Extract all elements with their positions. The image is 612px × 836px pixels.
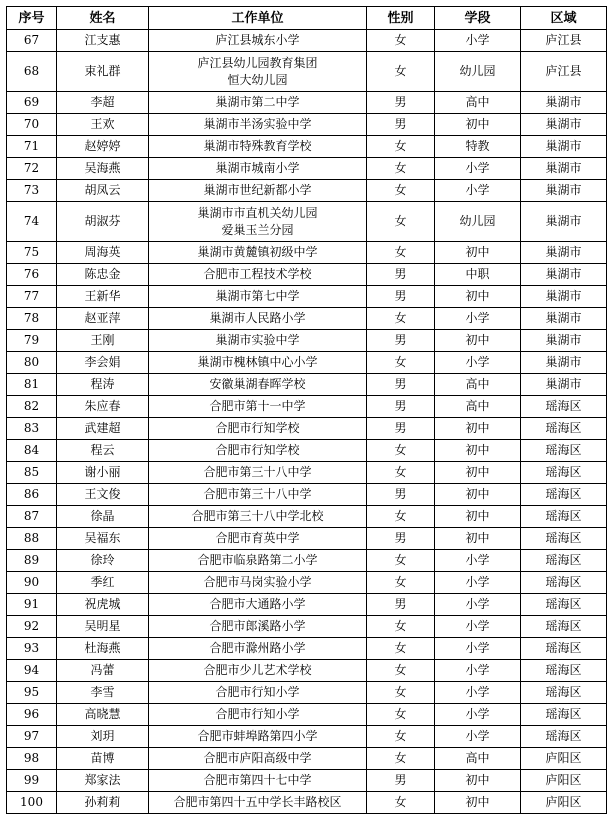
cell-name: 祝虎城 — [57, 594, 149, 616]
cell-area: 瑶海区 — [521, 506, 607, 528]
cell-area: 瑶海区 — [521, 462, 607, 484]
cell-name: 胡凤云 — [57, 180, 149, 202]
cell-name: 刘玥 — [57, 726, 149, 748]
table-row — [7, 114, 607, 136]
cell-no: 93 — [7, 638, 57, 660]
cell-no: 83 — [7, 418, 57, 440]
cell-unit-line: 巢湖市人民路小学 — [209, 311, 306, 325]
cell-no: 79 — [7, 330, 57, 352]
cell-no: 68 — [7, 52, 57, 92]
cell-name: 武建超 — [57, 418, 149, 440]
cell-area: 瑶海区 — [521, 396, 607, 418]
cell-unit-line: 巢湖市市直机关幼儿园 — [197, 205, 318, 220]
cell-area: 巢湖市 — [521, 158, 607, 180]
cell-sex: 男 — [367, 396, 435, 418]
cell-sex: 女 — [367, 704, 435, 726]
cell-unit-line: 合肥市行知学校 — [215, 421, 300, 435]
cell-area: 瑶海区 — [521, 484, 607, 506]
cell-no: 98 — [7, 748, 57, 770]
cell-unit — [149, 374, 367, 396]
cell-unit-line: 巢湖市半汤实验中学 — [203, 117, 312, 131]
cell-unit-line: 合肥市马岗实验小学 — [203, 575, 312, 589]
table-row — [7, 484, 607, 506]
cell-area: 巢湖市 — [521, 202, 607, 242]
cell-level: 小学 — [435, 550, 521, 572]
cell-unit — [149, 352, 367, 374]
cell-unit — [149, 330, 367, 352]
cell-sex: 男 — [367, 484, 435, 506]
cell-name: 吴明星 — [57, 616, 149, 638]
cell-name: 杜海燕 — [57, 638, 149, 660]
cell-unit-line: 庐江县幼儿园教育集团 — [197, 55, 318, 70]
cell-level: 初中 — [435, 528, 521, 550]
cell-name: 吴海燕 — [57, 158, 149, 180]
cell-unit-line: 巢湖市实验中学 — [215, 333, 300, 347]
cell-level: 小学 — [435, 660, 521, 682]
cell-unit — [149, 462, 367, 484]
cell-unit — [149, 52, 367, 92]
cell-level: 小学 — [435, 726, 521, 748]
cell-name: 王欢 — [57, 114, 149, 136]
cell-unit — [149, 418, 367, 440]
cell-sex: 女 — [367, 616, 435, 638]
cell-name: 江支惠 — [57, 30, 149, 52]
cell-level: 小学 — [435, 572, 521, 594]
cell-area: 巢湖市 — [521, 114, 607, 136]
cell-unit-line: 巢湖市世纪新都小学 — [203, 183, 312, 197]
cell-level: 初中 — [435, 418, 521, 440]
cell-name: 高晓慧 — [57, 704, 149, 726]
cell-unit — [149, 202, 367, 242]
cell-sex: 女 — [367, 352, 435, 374]
table-row — [7, 594, 607, 616]
cell-sex: 女 — [367, 202, 435, 242]
cell-unit-line: 庐江县城东小学 — [215, 33, 300, 47]
table-row — [7, 748, 607, 770]
cell-name: 孙莉莉 — [57, 792, 149, 814]
cell-area: 巢湖市 — [521, 180, 607, 202]
cell-area: 瑶海区 — [521, 704, 607, 726]
cell-level: 初中 — [435, 506, 521, 528]
cell-unit-line: 巢湖市第二中学 — [215, 95, 300, 109]
cell-area: 庐阳区 — [521, 792, 607, 814]
table-row — [7, 352, 607, 374]
cell-sex: 男 — [367, 770, 435, 792]
cell-sex: 男 — [367, 528, 435, 550]
cell-sex: 女 — [367, 682, 435, 704]
cell-area: 瑶海区 — [521, 660, 607, 682]
table-row — [7, 704, 607, 726]
cell-sex: 女 — [367, 638, 435, 660]
cell-name: 王文俊 — [57, 484, 149, 506]
cell-unit — [149, 550, 367, 572]
cell-level: 初中 — [435, 770, 521, 792]
roster-body — [7, 30, 607, 814]
table-row — [7, 30, 607, 52]
cell-sex: 男 — [367, 330, 435, 352]
cell-name: 苗博 — [57, 748, 149, 770]
cell-unit — [149, 792, 367, 814]
table-row — [7, 638, 607, 660]
cell-level: 小学 — [435, 180, 521, 202]
cell-area: 巢湖市 — [521, 286, 607, 308]
cell-name: 徐晶 — [57, 506, 149, 528]
cell-name: 程涛 — [57, 374, 149, 396]
table-row — [7, 202, 607, 242]
cell-area: 庐阳区 — [521, 748, 607, 770]
cell-name: 王刚 — [57, 330, 149, 352]
cell-no: 96 — [7, 704, 57, 726]
cell-name: 束礼群 — [57, 52, 149, 92]
cell-area: 瑶海区 — [521, 440, 607, 462]
cell-unit-line: 合肥市第四十五中学长丰路校区 — [173, 795, 342, 809]
header-unit: 工作单位 — [149, 7, 367, 30]
cell-sex: 女 — [367, 52, 435, 92]
cell-unit — [149, 308, 367, 330]
table-row — [7, 550, 607, 572]
cell-level: 初中 — [435, 440, 521, 462]
header-sex: 性别 — [367, 7, 435, 30]
cell-level: 幼儿园 — [435, 52, 521, 92]
cell-no: 69 — [7, 92, 57, 114]
cell-name: 徐玲 — [57, 550, 149, 572]
cell-level: 小学 — [435, 704, 521, 726]
cell-unit — [149, 704, 367, 726]
cell-area: 庐江县 — [521, 30, 607, 52]
table-row — [7, 792, 607, 814]
table-row — [7, 330, 607, 352]
cell-unit-line: 合肥市第三十八中学 — [203, 487, 312, 501]
cell-area: 巢湖市 — [521, 352, 607, 374]
table-row — [7, 528, 607, 550]
cell-area: 庐江县 — [521, 52, 607, 92]
header-area: 区域 — [521, 7, 607, 30]
cell-no: 88 — [7, 528, 57, 550]
table-row — [7, 462, 607, 484]
cell-level: 小学 — [435, 158, 521, 180]
cell-level: 初中 — [435, 330, 521, 352]
cell-unit — [149, 242, 367, 264]
cell-level: 小学 — [435, 682, 521, 704]
cell-sex: 男 — [367, 418, 435, 440]
cell-unit — [149, 92, 367, 114]
cell-no: 86 — [7, 484, 57, 506]
cell-area: 瑶海区 — [521, 418, 607, 440]
table-row — [7, 136, 607, 158]
cell-sex: 女 — [367, 30, 435, 52]
cell-area: 巢湖市 — [521, 330, 607, 352]
cell-unit-line: 恒大幼儿园 — [227, 72, 288, 87]
cell-unit — [149, 726, 367, 748]
cell-sex: 女 — [367, 136, 435, 158]
cell-sex: 女 — [367, 792, 435, 814]
table-row — [7, 726, 607, 748]
cell-unit-line: 巢湖市特殊教育学校 — [203, 139, 312, 153]
cell-level: 初中 — [435, 462, 521, 484]
cell-unit — [149, 594, 367, 616]
table-row — [7, 264, 607, 286]
cell-no: 84 — [7, 440, 57, 462]
cell-unit-line: 合肥市郎溪路小学 — [209, 619, 306, 633]
cell-unit-line: 合肥市行知小学 — [215, 685, 300, 699]
cell-level: 小学 — [435, 616, 521, 638]
cell-level: 高中 — [435, 92, 521, 114]
table-row — [7, 396, 607, 418]
cell-no: 95 — [7, 682, 57, 704]
cell-name: 李雪 — [57, 682, 149, 704]
cell-sex: 男 — [367, 374, 435, 396]
cell-area: 庐阳区 — [521, 770, 607, 792]
cell-unit-line: 合肥市庐阳高级中学 — [203, 751, 312, 765]
cell-no: 81 — [7, 374, 57, 396]
cell-level: 小学 — [435, 352, 521, 374]
cell-name: 王新华 — [57, 286, 149, 308]
cell-unit — [149, 180, 367, 202]
cell-unit-line: 合肥市蚌埠路第四小学 — [197, 729, 318, 743]
cell-no: 77 — [7, 286, 57, 308]
cell-unit-line: 合肥市滁州路小学 — [209, 641, 306, 655]
table-row — [7, 242, 607, 264]
cell-name: 冯蕾 — [57, 660, 149, 682]
table-row — [7, 506, 607, 528]
cell-no: 94 — [7, 660, 57, 682]
cell-name: 谢小丽 — [57, 462, 149, 484]
cell-no: 99 — [7, 770, 57, 792]
cell-sex: 女 — [367, 660, 435, 682]
cell-name: 胡淑芬 — [57, 202, 149, 242]
table-row — [7, 440, 607, 462]
cell-unit-line: 合肥市育英中学 — [215, 531, 300, 545]
cell-name: 程云 — [57, 440, 149, 462]
cell-no: 87 — [7, 506, 57, 528]
cell-unit — [149, 136, 367, 158]
table-row — [7, 308, 607, 330]
table-row — [7, 92, 607, 114]
cell-name: 郑家法 — [57, 770, 149, 792]
cell-no: 75 — [7, 242, 57, 264]
cell-unit-line: 合肥市第三十八中学北校 — [191, 509, 324, 523]
cell-sex: 女 — [367, 572, 435, 594]
cell-unit-line: 巢湖市第七中学 — [215, 289, 300, 303]
cell-sex: 男 — [367, 264, 435, 286]
cell-sex: 男 — [367, 92, 435, 114]
cell-no: 91 — [7, 594, 57, 616]
table-row — [7, 286, 607, 308]
cell-area: 瑶海区 — [521, 616, 607, 638]
cell-unit — [149, 638, 367, 660]
roster-sheet — [6, 6, 606, 814]
cell-no: 78 — [7, 308, 57, 330]
cell-no: 97 — [7, 726, 57, 748]
cell-unit — [149, 572, 367, 594]
cell-level: 初中 — [435, 242, 521, 264]
cell-level: 初中 — [435, 286, 521, 308]
cell-level: 高中 — [435, 748, 521, 770]
cell-unit-line: 合肥市第十一中学 — [209, 399, 306, 413]
cell-unit — [149, 158, 367, 180]
cell-unit — [149, 682, 367, 704]
cell-name: 吴福东 — [57, 528, 149, 550]
cell-sex: 女 — [367, 748, 435, 770]
cell-area: 巢湖市 — [521, 308, 607, 330]
cell-area: 巢湖市 — [521, 92, 607, 114]
cell-unit-line: 合肥市临泉路第二小学 — [197, 553, 318, 567]
header-level: 学段 — [435, 7, 521, 30]
cell-level: 高中 — [435, 396, 521, 418]
cell-sex: 女 — [367, 440, 435, 462]
cell-level: 初中 — [435, 792, 521, 814]
cell-no: 76 — [7, 264, 57, 286]
cell-area: 瑶海区 — [521, 594, 607, 616]
cell-no: 90 — [7, 572, 57, 594]
cell-unit — [149, 440, 367, 462]
cell-area: 瑶海区 — [521, 550, 607, 572]
cell-unit-line: 巢湖市城南小学 — [215, 161, 300, 175]
cell-level: 小学 — [435, 30, 521, 52]
cell-no: 67 — [7, 30, 57, 52]
cell-area: 巢湖市 — [521, 264, 607, 286]
cell-name: 周海英 — [57, 242, 149, 264]
cell-area: 瑶海区 — [521, 726, 607, 748]
header-name: 姓名 — [57, 7, 149, 30]
cell-sex: 女 — [367, 462, 435, 484]
table-row — [7, 52, 607, 92]
table-row — [7, 572, 607, 594]
cell-no: 70 — [7, 114, 57, 136]
cell-sex: 女 — [367, 506, 435, 528]
cell-level: 幼儿园 — [435, 202, 521, 242]
cell-name: 季红 — [57, 572, 149, 594]
cell-level: 特教 — [435, 136, 521, 158]
cell-level: 小学 — [435, 594, 521, 616]
cell-unit — [149, 506, 367, 528]
table-row — [7, 660, 607, 682]
cell-sex: 女 — [367, 726, 435, 748]
cell-unit — [149, 114, 367, 136]
cell-area: 瑶海区 — [521, 682, 607, 704]
cell-level: 中职 — [435, 264, 521, 286]
cell-unit-line: 巢湖市槐林镇中心小学 — [197, 355, 318, 369]
cell-sex: 女 — [367, 308, 435, 330]
cell-name: 赵婷婷 — [57, 136, 149, 158]
table-row — [7, 616, 607, 638]
cell-no: 85 — [7, 462, 57, 484]
cell-area: 巢湖市 — [521, 136, 607, 158]
cell-area: 瑶海区 — [521, 528, 607, 550]
cell-unit-line: 巢湖市黄麓镇初级中学 — [197, 245, 318, 259]
cell-unit-line: 合肥市行知小学 — [215, 707, 300, 721]
cell-no: 73 — [7, 180, 57, 202]
cell-name: 赵亚萍 — [57, 308, 149, 330]
cell-unit-line: 合肥市第四十七中学 — [203, 773, 312, 787]
cell-no: 80 — [7, 352, 57, 374]
cell-unit — [149, 484, 367, 506]
cell-unit — [149, 660, 367, 682]
cell-no: 72 — [7, 158, 57, 180]
cell-sex: 男 — [367, 114, 435, 136]
cell-unit — [149, 286, 367, 308]
table-row — [7, 418, 607, 440]
table-row — [7, 374, 607, 396]
cell-area: 瑶海区 — [521, 572, 607, 594]
cell-unit — [149, 770, 367, 792]
cell-unit-line: 爱巢玉兰分园 — [221, 222, 294, 237]
cell-unit — [149, 528, 367, 550]
cell-unit-line: 合肥市工程技术学校 — [203, 267, 312, 281]
cell-name: 朱应春 — [57, 396, 149, 418]
cell-no: 82 — [7, 396, 57, 418]
table-row — [7, 770, 607, 792]
cell-unit-line: 合肥市大通路小学 — [209, 597, 306, 611]
cell-name: 陈忠金 — [57, 264, 149, 286]
cell-name: 李会娟 — [57, 352, 149, 374]
cell-unit — [149, 396, 367, 418]
cell-unit — [149, 748, 367, 770]
table-row — [7, 682, 607, 704]
cell-name: 李超 — [57, 92, 149, 114]
cell-no: 74 — [7, 202, 57, 242]
cell-sex: 女 — [367, 158, 435, 180]
cell-sex: 男 — [367, 594, 435, 616]
cell-area: 巢湖市 — [521, 374, 607, 396]
cell-sex: 女 — [367, 180, 435, 202]
cell-level: 小学 — [435, 638, 521, 660]
cell-unit — [149, 30, 367, 52]
cell-sex: 女 — [367, 242, 435, 264]
table-row — [7, 158, 607, 180]
cell-unit-line: 合肥市第三十八中学 — [203, 465, 312, 479]
cell-no: 100 — [7, 792, 57, 814]
cell-unit-line: 合肥市行知学校 — [215, 443, 300, 457]
header-no: 序号 — [7, 7, 57, 30]
roster-table — [6, 6, 607, 814]
header-row — [7, 7, 607, 30]
cell-level: 高中 — [435, 374, 521, 396]
cell-area: 巢湖市 — [521, 242, 607, 264]
cell-no: 89 — [7, 550, 57, 572]
cell-level: 初中 — [435, 484, 521, 506]
table-row — [7, 180, 607, 202]
cell-unit — [149, 616, 367, 638]
cell-unit-line: 合肥市少儿艺术学校 — [203, 663, 312, 677]
cell-level: 初中 — [435, 114, 521, 136]
cell-sex: 女 — [367, 550, 435, 572]
cell-level: 小学 — [435, 308, 521, 330]
cell-area: 瑶海区 — [521, 638, 607, 660]
cell-unit — [149, 264, 367, 286]
cell-no: 92 — [7, 616, 57, 638]
cell-sex: 男 — [367, 286, 435, 308]
cell-no: 71 — [7, 136, 57, 158]
cell-unit-line: 安徽巢湖春晖学校 — [209, 377, 306, 391]
